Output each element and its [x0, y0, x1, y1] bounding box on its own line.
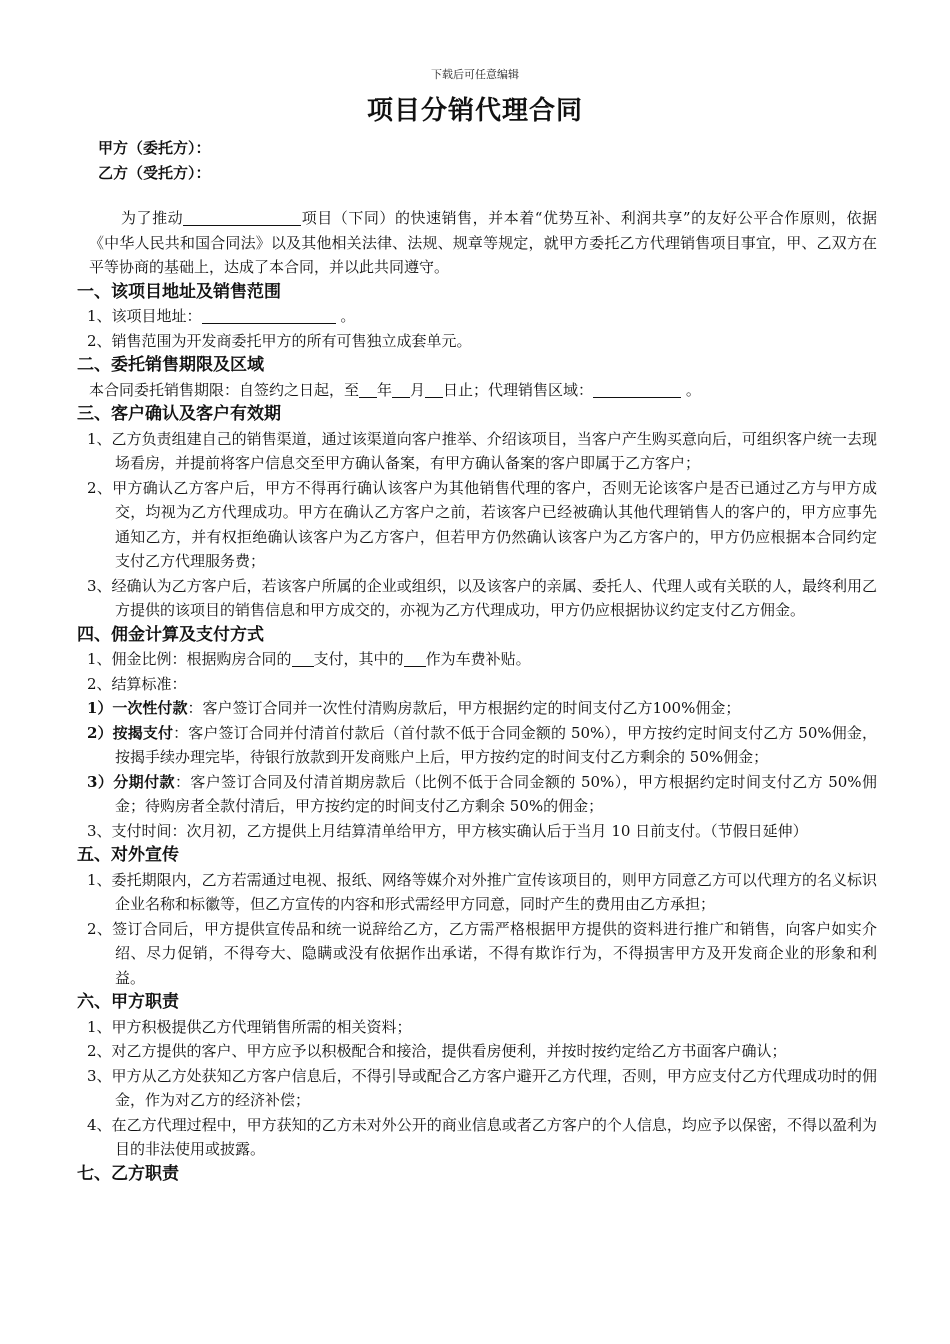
payment-method-3	[77, 770, 877, 819]
section-4-heading: 四、佣金计算及支付方式	[77, 624, 264, 645]
intro-text-start: 为了推动	[121, 209, 184, 227]
project-name-blank	[183, 209, 301, 226]
fare-subsidy-blank	[404, 650, 426, 667]
section-3-heading: 三、客户确认及客户有效期	[77, 404, 281, 424]
payment-method-2-text: ：客户签订合同并付清首付款后（首付款不低于合同金额的 50%），甲方按约定时间支付乙方 50%佣金，按揭手续办理完毕，待银行放款到开发商账户上后，甲方按约定的时间支付乙方剩余的 50%佣金；	[115, 723, 877, 766]
section-1-item-2: 2、销售范围为开发商委托甲方的所有可售独立成套单元。	[87, 331, 472, 350]
section-6-heading: 六、甲方职责	[77, 992, 179, 1012]
contract-body	[77, 206, 877, 1186]
region-blank	[593, 381, 681, 398]
term-text-b: 年	[377, 380, 393, 399]
payment-method-3-text: ：客户签订合同及付清首期房款后（比例不低于合同金额的 50%），甲方根据约定时间支付乙方 50%佣金；待购房者全款付清后，甲方按约定的时间支付乙方剩余 50%的佣金；	[115, 772, 877, 815]
section-4-item-1	[77, 647, 877, 672]
payment-method-2-label: 2）按揭支付	[87, 723, 174, 742]
commission-text-a: 1、佣金比例：根据购房合同的	[87, 650, 292, 668]
section-5-item-1: 1、委托期限内，乙方若需通过电视、报纸、网络等媒介对外推广宣传该项目的，则甲方同意乙方可以代理方的名义标识企业名称和标徽等，但乙方宣传的内容和形式需经甲方同意，同时产生的费用由乙方承担；	[87, 870, 877, 913]
section-3-item-1: 1、乙方负责组建自己的销售渠道，通过该渠道向客户推举、介绍该项目，当客户产生购买意向后，可组织客户统一去现场看房，并提前将客户信息交至甲方确认备案，有甲方确认备案的客户即属于乙方客户；	[87, 429, 877, 472]
term-text-c: 月	[410, 380, 426, 399]
section-4-item-2: 2、结算标准：	[87, 674, 187, 693]
section-2-heading: 二、委托销售期限及区域	[77, 355, 264, 375]
section-4-item-3: 3、支付时间：次月初，乙方提供上月结算清单给甲方，甲方核实确认后于当月 10 日前支付。（节假日延伸）	[87, 821, 808, 840]
section-5-item-2: 2、签订合同后，甲方提供宣传品和统一说辞给乙方，乙方需严格根据甲方提供的资料进行推广和销售，向客户如实介绍、尽力促销，不得夸大、隐瞒或没有依据作出承诺，不得有欺诈行为，不得损害甲方及开发商企业的形象和利益。	[87, 919, 877, 987]
address-label: 1、该项目地址：	[87, 307, 202, 325]
commission-ratio-blank	[292, 650, 314, 667]
party-b-label: 乙方（受托方）：	[98, 164, 211, 182]
section-1-item-1	[77, 304, 877, 329]
section-1-heading: 一、该项目地址及销售范围	[77, 281, 281, 302]
section-3-item-2: 2、甲方确认乙方客户后，甲方不得再行确认该客户为其他销售代理的客户，否则无论该客户是否已通过乙方与甲方成交，均视为乙方代理成功。甲方在确认乙方客户之前，若该客户已经被确认其他代理销售人的客户的，甲方应事先通知乙方，并有权拒绝确认该客户为乙方客户，但若甲方仍然确认该客户为乙方客户的，甲方仍应根据本合同约定支付乙方代理服务费；	[87, 478, 877, 570]
address-blank	[202, 307, 336, 324]
payment-method-1-label: 1）一次性付款	[87, 699, 188, 717]
address-end: 。	[340, 307, 356, 325]
commission-text-b: 支付，其中的	[313, 650, 404, 668]
section-6-item-4: 4、在乙方代理过程中，甲方获知的乙方未对外公开的商业信息或者乙方客户的个人信息，均应予以保密，不得以盈利为目的非法使用或披露。	[87, 1115, 877, 1158]
term-day-blank	[425, 381, 443, 398]
section-7-heading: 七、乙方职责	[77, 1163, 179, 1184]
section-5-heading: 五、对外宣传	[77, 845, 179, 865]
term-text-e: 。	[685, 380, 701, 399]
term-month-blank	[392, 381, 410, 398]
section-3-item-3: 3、经确认为乙方客户后，若该客户所属的企业或组织，以及该客户的亲属、委托人、代理人或有关联的人，最终利用乙方提供的该项目的销售信息和甲方成交的，亦视为乙方代理成功，甲方仍应根据协议约定支付乙方佣金。	[87, 576, 877, 619]
term-year-blank	[359, 381, 377, 398]
payment-method-1	[77, 696, 877, 721]
commission-text-c: 作为车费补贴。	[425, 650, 531, 668]
payment-method-1-text: ：客户签订合同并一次性付清购房款后，甲方根据约定的时间支付乙方100%佣金；	[187, 699, 741, 717]
term-text-a: 本合同委托销售期限：自签约之日起，至	[89, 380, 360, 399]
payment-method-2	[77, 721, 877, 770]
section-2-term	[77, 378, 877, 403]
header-note: 下载后可任意编辑	[431, 68, 519, 81]
payment-method-3-label: 3）分期付款	[87, 772, 175, 791]
intro-text-rest: 项目（下同）的快速销售，并本着“优势互补、利润共享”的友好公平合作原则，依据《中华人民共和国合同法》以及其他相关法律、法规、规章等规定，就甲方委托乙方代理销售项目事宜，甲、乙双方在平等协商的基础上，达成了本合同，并以此共同遵守。	[89, 209, 877, 276]
intro-paragraph	[89, 206, 877, 280]
document-title: 项目分销代理合同	[366, 96, 583, 126]
section-6-item-3: 3、甲方从乙方处获知乙方客户信息后，不得引导或配合乙方客户避开乙方代理，否则，甲方应支付乙方代理成功时的佣金，作为对乙方的经济补偿；	[87, 1066, 877, 1109]
term-text-d: 日止；代理销售区域：	[443, 380, 594, 399]
party-a-label: 甲方（委托方）：	[98, 139, 211, 157]
section-6-item-2: 2、对乙方提供的客户、甲方应予以积极配合和接洽，提供看房便利，并按时按约定给乙方书面客户确认；	[87, 1042, 787, 1060]
section-6-item-1: 1、甲方积极提供乙方代理销售所需的相关资料；	[87, 1017, 412, 1036]
